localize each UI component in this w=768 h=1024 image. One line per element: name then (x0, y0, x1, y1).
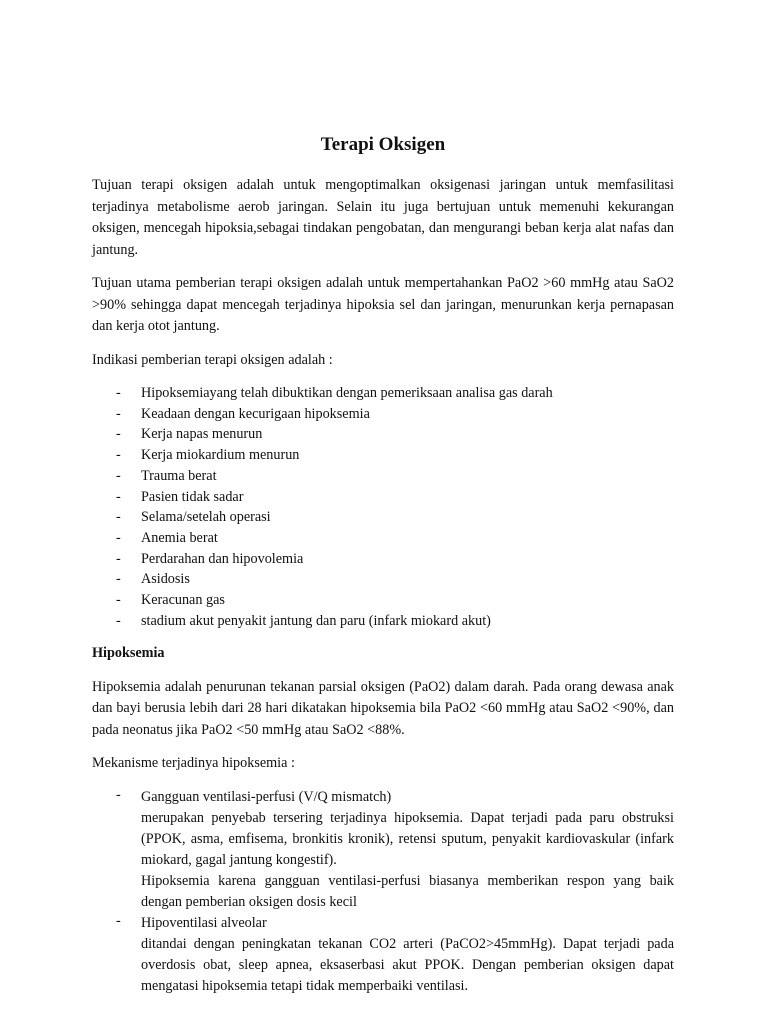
bullet-dash: - (116, 447, 121, 464)
paragraph-indikasi-intro: Indikasi pemberian terapi oksigen adalah : (92, 351, 333, 368)
list-item-text: Keadaan dengan kecurigaan hipoksemia (141, 405, 370, 422)
paragraph-hipoksemia: Hipoksemia adalah penurunan tekanan parsial oksigen (PaO2) dalam darah. Pada orang dewasa anak dan bayi berusia lebih dari 28 hari dikatakan hipoksemia bila PaO2 <60 mmHg atau SaO2 <90%, dan pada neonatus jika PaO2 <50 mmHg atau SaO2 <88%. (92, 678, 674, 738)
list-item (92, 528, 674, 549)
paragraph-tujuan: Tujuan terapi oksigen adalah untuk mengoptimalkan oksigenasi jaringan untuk memfasilitasi terjadinya metabolisme aerob jaringan. Selain itu juga bertujuan untuk memenuhi kekurangan oksigen, mencegah hipoksia,sebagai tindakan pengobatan, dan mengurangi beban kerja alat nafas dan jantung. (92, 177, 674, 258)
list-item (92, 507, 674, 528)
mechanism-list (92, 787, 674, 997)
bullet-dash: - (116, 385, 121, 401)
list-item-text: Perdarahan dan hipovolemia (141, 550, 304, 567)
list-item-text: Pasien tidak sadar (141, 488, 244, 505)
list-item (92, 569, 674, 590)
bullet-dash: - (116, 550, 121, 567)
bullet-dash: - (116, 488, 121, 505)
mechanism-item (92, 913, 674, 997)
bullet-dash: - (116, 612, 121, 629)
paragraph-mekanisme-intro: Mekanisme terjadinya hipoksemia : (92, 755, 295, 772)
list-item (92, 404, 674, 425)
bullet-dash: - (116, 592, 121, 609)
mechanism-note: Hipoksemia karena gangguan ventilasi-perfusi biasanya memberikan respon yang baik dengan pemberian oksigen dosis kecil (141, 872, 674, 910)
paragraph-tujuan-utama: Tujuan utama pemberian terapi oksigen adalah untuk mempertahankan PaO2 >60 mmHg atau SaO2 >90% sehingga dapat mencegah terjadinya hipoksia sel dan jaringan, menurunkan kerja pernapasan dan kerja otot jantung. (92, 275, 674, 334)
list-item-text: stadium akut penyakit jantung dan paru (infark miokard akut) (141, 612, 491, 629)
indication-list (92, 383, 674, 631)
list-item (92, 549, 674, 570)
mechanism-description: ditandai dengan peningkatan tekanan CO2 arteri (PaCO2>45mmHg). Dapat terjadi pada overdosis obat, sleep apnea, eksaserbasi akut PPOK. Dengan pemberian oksigen dapat mengatasi hipoksemia tetapi tidak memperbaiki ventilasi. (141, 935, 674, 994)
list-item (92, 445, 674, 466)
list-item-text: Keracunan gas (141, 592, 225, 609)
list-item-text: Anemia berat (141, 529, 218, 546)
list-item (92, 611, 674, 632)
list-item (92, 466, 674, 487)
list-item-text: Kerja napas menurun (141, 426, 263, 443)
list-item (92, 590, 674, 611)
bullet-dash: - (116, 509, 121, 526)
list-item-text: Asidosis (141, 571, 190, 588)
mechanism-description: merupakan penyebab tersering terjadinya hipoksemia. Dapat terjadi pada paru obstruksi (PPOK, asma, emfisema, bronkitis kronik), retensi sputum, penyakit kardiovaskular (infark miokard, gagal jantung kongestif). (141, 809, 674, 868)
page-title: Terapi Oksigen (320, 134, 446, 155)
list-item-text: Selama/setelah operasi (141, 509, 271, 526)
bullet-dash: - (116, 571, 121, 588)
mechanism-title: Hipoventilasi alveolar (141, 914, 267, 931)
list-item-text: Trauma berat (141, 467, 217, 484)
list-item (92, 424, 674, 445)
bullet-dash: - (116, 912, 121, 929)
list-item (92, 487, 674, 508)
bullet-dash: - (116, 529, 121, 546)
document-content (92, 132, 674, 997)
bullet-dash: - (116, 786, 121, 803)
mechanism-title: Gangguan ventilasi-perfusi (V/Q mismatch) (141, 788, 392, 805)
bullet-dash: - (116, 426, 121, 443)
list-item-text: Kerja miokardium menurun (141, 447, 300, 464)
bullet-dash: - (116, 467, 121, 484)
section-heading-hipoksemia: Hipoksemia (92, 645, 165, 662)
list-item-text: Hipoksemiayang telah dibuktikan dengan pemeriksaan analisa gas darah (141, 385, 553, 401)
mechanism-item (92, 787, 674, 913)
bullet-dash: - (116, 405, 121, 422)
list-item (92, 383, 674, 404)
